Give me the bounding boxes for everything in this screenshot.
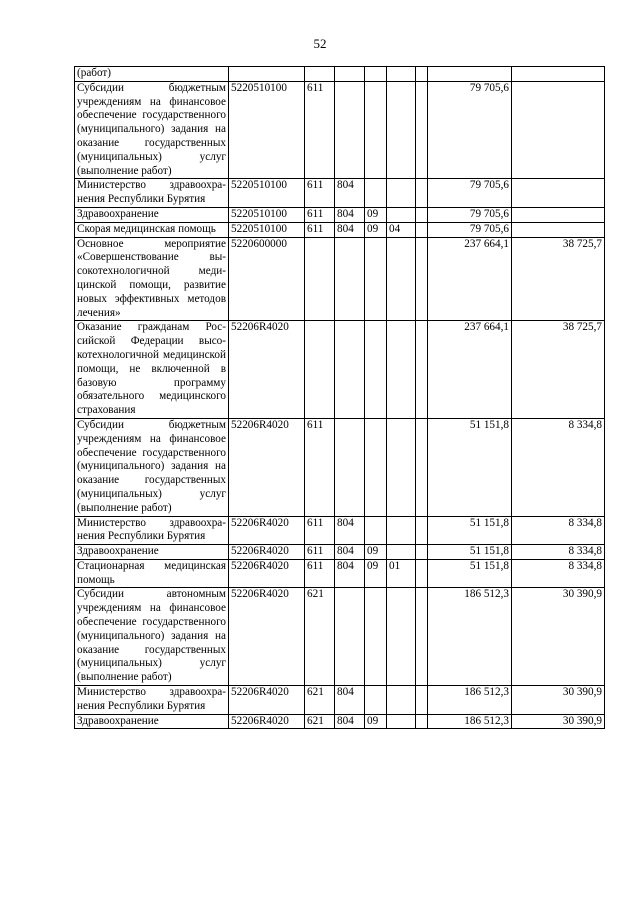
row-gr-cell: 804 xyxy=(335,516,365,545)
row-pr-cell xyxy=(387,686,416,715)
row-extra-cell xyxy=(416,222,428,237)
row-extra-cell xyxy=(416,207,428,222)
row-extra-cell xyxy=(416,559,428,588)
row-code-cell: 52206R4020 xyxy=(229,686,305,715)
row-amount-1-cell: 237 664,1 xyxy=(428,237,512,321)
table-row xyxy=(75,588,605,686)
row-amount-1-cell: 79 705,6 xyxy=(428,222,512,237)
table-row xyxy=(75,207,605,222)
page-number: 52 xyxy=(313,36,327,51)
row-amount-1-cell: 51 151,8 xyxy=(428,545,512,560)
row-code-cell: 5220510100 xyxy=(229,81,305,179)
row-gr-cell xyxy=(335,418,365,516)
row-name-cell: Здравоохранение xyxy=(75,207,229,222)
row-code-cell: 52206R4020 xyxy=(229,545,305,560)
table-row xyxy=(75,545,605,560)
row-amount-2-cell xyxy=(512,207,605,222)
row-pr-cell xyxy=(387,321,416,419)
row-gr-cell: 804 xyxy=(335,714,365,729)
table-row xyxy=(75,559,605,588)
row-amount-2-cell: 8 334,8 xyxy=(512,545,605,560)
row-code-cell: 5220510100 xyxy=(229,207,305,222)
row-pr-cell xyxy=(387,207,416,222)
row-rz-cell xyxy=(365,81,387,179)
row-extra-cell xyxy=(416,81,428,179)
row-rz-cell xyxy=(365,321,387,419)
row-name-cell: Министерство здравоохранения Республики Бурятия xyxy=(75,179,229,208)
row-amount-2-cell: 8 334,8 xyxy=(512,418,605,516)
row-pr-cell xyxy=(387,714,416,729)
row-pr-cell xyxy=(387,237,416,321)
row-name-cell: Оказание гражданам Российской Федерации высокотехнологичной медицинской помощи, не включенной в базовую программу обязательного медицинского страхования xyxy=(75,321,229,419)
row-gr-cell: 804 xyxy=(335,545,365,560)
table-row xyxy=(75,67,605,82)
row-name-cell: Стационарная медицинская помощь xyxy=(75,559,229,588)
table-row xyxy=(75,179,605,208)
row-extra-cell xyxy=(416,418,428,516)
row-amount-2-cell: 30 390,9 xyxy=(512,588,605,686)
row-gr-cell: 804 xyxy=(335,222,365,237)
row-vr-cell xyxy=(305,67,335,82)
row-vr-cell: 611 xyxy=(305,516,335,545)
row-amount-2-cell xyxy=(512,179,605,208)
row-gr-cell: 804 xyxy=(335,686,365,715)
row-vr-cell: 621 xyxy=(305,588,335,686)
row-vr-cell: 611 xyxy=(305,418,335,516)
row-pr-cell: 04 xyxy=(387,222,416,237)
row-rz-cell xyxy=(365,67,387,82)
row-rz-cell: 09 xyxy=(365,714,387,729)
row-vr-cell: 611 xyxy=(305,222,335,237)
row-amount-1-cell: 186 512,3 xyxy=(428,714,512,729)
row-gr-cell xyxy=(335,81,365,179)
row-code-cell: 5220600000 xyxy=(229,237,305,321)
row-name-cell: Субсидии бюджетным учреждениям на финансовое обеспечение государственного (муниципального) задания на оказание государственных (муниципальных) услуг (выполнение работ) xyxy=(75,81,229,179)
row-amount-2-cell xyxy=(512,222,605,237)
row-extra-cell xyxy=(416,179,428,208)
row-gr-cell: 804 xyxy=(335,179,365,208)
row-code-cell: 5220510100 xyxy=(229,179,305,208)
row-vr-cell: 621 xyxy=(305,686,335,715)
row-gr-cell: 804 xyxy=(335,207,365,222)
row-amount-2-cell: 8 334,8 xyxy=(512,516,605,545)
row-vr-cell: 611 xyxy=(305,81,335,179)
row-amount-1-cell xyxy=(428,67,512,82)
row-rz-cell: 09 xyxy=(365,222,387,237)
row-rz-cell: 09 xyxy=(365,545,387,560)
row-pr-cell xyxy=(387,418,416,516)
row-amount-1-cell: 79 705,6 xyxy=(428,207,512,222)
row-code-cell: 52206R4020 xyxy=(229,714,305,729)
row-code-cell: 52206R4020 xyxy=(229,321,305,419)
row-rz-cell: 09 xyxy=(365,207,387,222)
table-body xyxy=(75,67,605,729)
row-amount-2-cell: 30 390,9 xyxy=(512,714,605,729)
row-gr-cell xyxy=(335,237,365,321)
row-pr-cell xyxy=(387,516,416,545)
row-pr-cell: 01 xyxy=(387,559,416,588)
row-pr-cell xyxy=(387,545,416,560)
row-pr-cell xyxy=(387,81,416,179)
row-amount-1-cell: 51 151,8 xyxy=(428,516,512,545)
row-extra-cell xyxy=(416,237,428,321)
row-extra-cell xyxy=(416,545,428,560)
row-code-cell: 5220510100 xyxy=(229,222,305,237)
row-amount-2-cell xyxy=(512,81,605,179)
row-amount-1-cell: 237 664,1 xyxy=(428,321,512,419)
row-extra-cell xyxy=(416,686,428,715)
table-row xyxy=(75,516,605,545)
row-gr-cell xyxy=(335,321,365,419)
row-amount-2-cell: 30 390,9 xyxy=(512,686,605,715)
row-code-cell: 52206R4020 xyxy=(229,418,305,516)
row-extra-cell xyxy=(416,714,428,729)
row-vr-cell xyxy=(305,321,335,419)
row-rz-cell: 09 xyxy=(365,559,387,588)
row-code-cell xyxy=(229,67,305,82)
row-code-cell: 52206R4020 xyxy=(229,559,305,588)
row-amount-1-cell: 79 705,6 xyxy=(428,81,512,179)
row-extra-cell xyxy=(416,588,428,686)
row-name-cell: Субсидии автономным учреждениям на финансовое обеспечение государственного (муниципального) задания на оказание государственных (муниципальных) услуг (выполнение работ) xyxy=(75,588,229,686)
row-gr-cell: 804 xyxy=(335,559,365,588)
table-row xyxy=(75,714,605,729)
row-vr-cell: 621 xyxy=(305,714,335,729)
row-gr-cell xyxy=(335,67,365,82)
table-row xyxy=(75,686,605,715)
row-rz-cell xyxy=(365,179,387,208)
table-row xyxy=(75,81,605,179)
table-row xyxy=(75,418,605,516)
row-amount-1-cell: 186 512,3 xyxy=(428,588,512,686)
row-vr-cell xyxy=(305,237,335,321)
row-rz-cell xyxy=(365,237,387,321)
row-pr-cell xyxy=(387,588,416,686)
row-code-cell: 52206R4020 xyxy=(229,588,305,686)
row-extra-cell xyxy=(416,321,428,419)
row-amount-2-cell: 8 334,8 xyxy=(512,559,605,588)
row-name-cell: Здравоохранение xyxy=(75,714,229,729)
row-code-cell: 52206R4020 xyxy=(229,516,305,545)
row-gr-cell xyxy=(335,588,365,686)
row-name-cell: Субсидии бюджетным учреждениям на финансовое обеспечение государственного (муниципального) задания на оказание государственных (муниципальных) услуг (выполнение работ) xyxy=(75,418,229,516)
row-vr-cell: 611 xyxy=(305,179,335,208)
row-amount-2-cell xyxy=(512,67,605,82)
table-row xyxy=(75,321,605,419)
row-rz-cell xyxy=(365,588,387,686)
row-amount-1-cell: 51 151,8 xyxy=(428,418,512,516)
table-row xyxy=(75,222,605,237)
row-pr-cell xyxy=(387,179,416,208)
budget-table xyxy=(74,66,605,729)
row-amount-2-cell: 38 725,7 xyxy=(512,321,605,419)
row-pr-cell xyxy=(387,67,416,82)
row-amount-1-cell: 51 151,8 xyxy=(428,559,512,588)
row-name-cell: (работ) xyxy=(75,67,229,82)
row-name-cell: Скорая медицинская помощь xyxy=(75,222,229,237)
row-amount-2-cell: 38 725,7 xyxy=(512,237,605,321)
row-extra-cell xyxy=(416,516,428,545)
row-name-cell: Министерство здравоохранения Республики Бурятия xyxy=(75,686,229,715)
row-rz-cell xyxy=(365,418,387,516)
row-name-cell: Здравоохранение xyxy=(75,545,229,560)
row-extra-cell xyxy=(416,67,428,82)
row-vr-cell: 611 xyxy=(305,207,335,222)
row-name-cell: Основное мероприятие «Совершенствование высокотехнологичной медицинской помощи, развитие новых эффективных методов лечения» xyxy=(75,237,229,321)
row-vr-cell: 611 xyxy=(305,559,335,588)
row-amount-1-cell: 186 512,3 xyxy=(428,686,512,715)
row-name-cell: Министерство здравоохранения Республики Бурятия xyxy=(75,516,229,545)
row-rz-cell xyxy=(365,516,387,545)
row-rz-cell xyxy=(365,686,387,715)
table-row xyxy=(75,237,605,321)
row-vr-cell: 611 xyxy=(305,545,335,560)
row-amount-1-cell: 79 705,6 xyxy=(428,179,512,208)
